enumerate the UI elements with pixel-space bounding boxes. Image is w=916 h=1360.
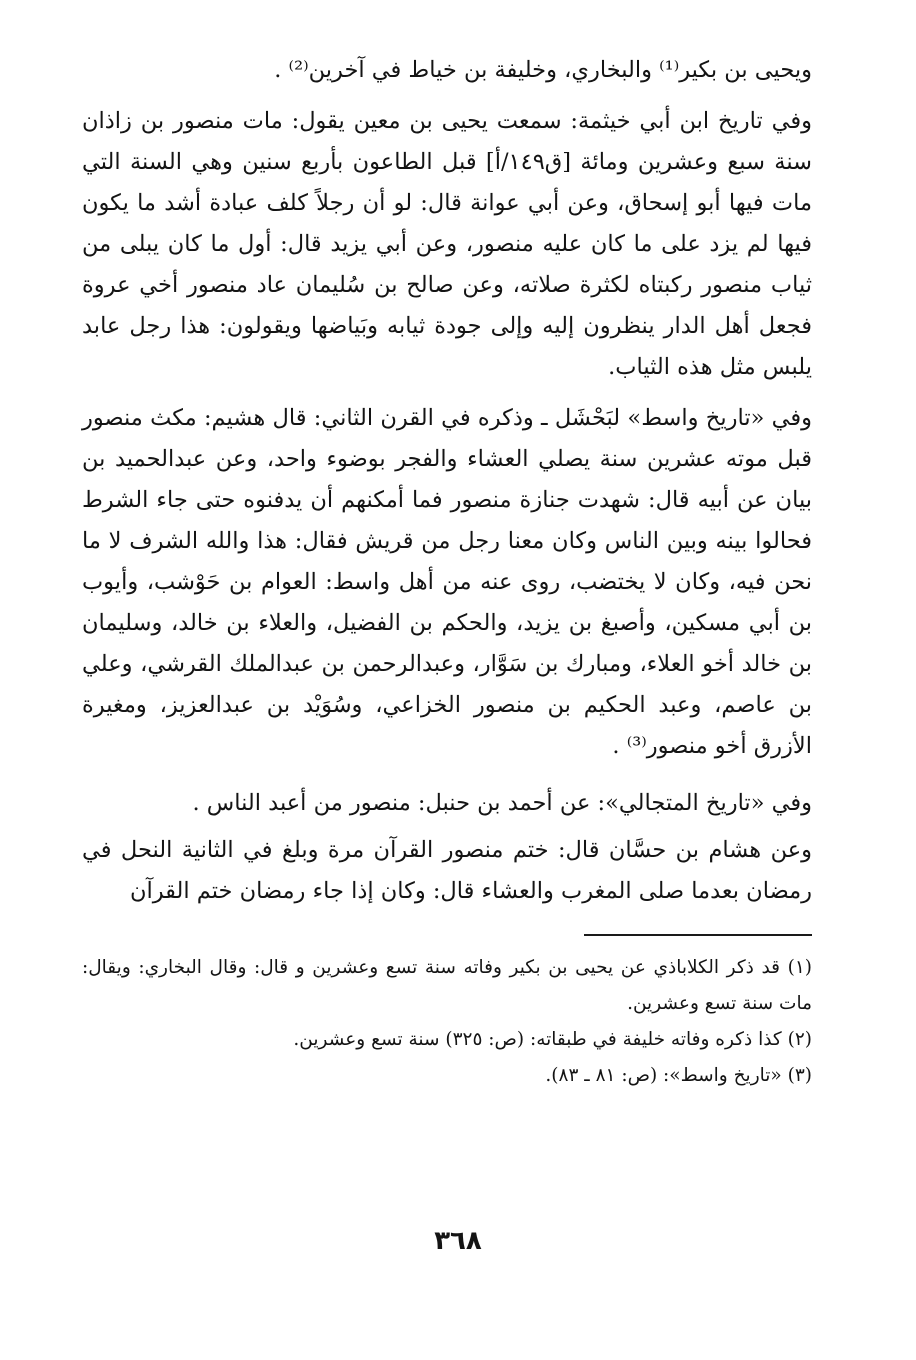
- footnotes: [82, 950, 812, 1094]
- footnote-2: (٢) كذا ذكره وفاته خليفة في طبقاته: (ص: ٣٢٥) سنة تسع وعشرين.: [293, 1029, 812, 1050]
- page-number: ٣٦٨: [434, 1226, 482, 1256]
- paragraph-1: ويحيى بن بكير⁽¹⁾ والبخاري، وخليفة بن خياط في آخرين⁽²⁾ .: [274, 57, 812, 83]
- paragraph-5: وعن هشام بن حسَّان قال: ختم منصور القرآن مرة وبلغ في الثانية النحل في رمضان بعدما صلى المغرب والعشاء قال: وكان إذا جاء رمضان ختم القرآن: [82, 837, 812, 904]
- page-body: [82, 50, 812, 1330]
- footnote-1: (١) قد ذكر الكلاباذي عن يحيى بن بكير وفاته سنة تسع وعشرين و قال: وقال البخاري: ويقال: مات سنة تسع وعشرين.: [82, 957, 812, 1014]
- paragraph-4: وفي «تاريخ المتجالي»: عن أحمد بن حنبل: منصور من أعبد الناس .: [192, 790, 812, 816]
- footnote-divider: [584, 934, 812, 936]
- footnote-3: (٣) «تاريخ واسط»: (ص: ٨١ ـ ٨٣).: [545, 1065, 812, 1086]
- paragraph-2: وفي تاريخ ابن أبي خيثمة: سمعت يحيى بن معين يقول: مات منصور بن زاذان سنة سبع وعشرين ومائة [ق١٤٩/أ] قبل الطاعون بأربع سنين وهي السنة التي مات فيها أبو إسحاق، وعن أبي عوانة قال: لو أن رجلاً كلف عبادة أشد ما يكون فيها لم يزد على ما كان عليه منصور، وعن أبي يزيد قال: أول ما كان يبلى من ثياب منصور ركبتاه لكثرة صلاته، وعن صالح بن سُليمان عاد منصور أخي عروة فجعل أهل الدار ينظرون إليه وإلى جودة ثيابه وبَياضها ويقولون: هذا رجل عابد يلبس مثل هذه الثياب.: [82, 108, 812, 380]
- paragraph-3: وفي «تاريخ واسط» لبَحْشَل ـ وذكره في القرن الثاني: قال هشيم: مكث منصور قبل موته عشرين سنة يصلي العشاء والفجر بوضوء واحد، وعن عبدالحميد بن بيان عن أبيه قال: شهدت جنازة منصور فما أمكنهم أن يدفنوه حتى جاء الشرط فحالوا بينه وبين الناس وكان معنا رجل من قريش فقال: هذا والله الشرف لا ما نحن فيه، وكان لا يختضب، روى عنه من أهل واسط: العوام بن حَوْشب، وأيوب بن أبي مسكين، وأصبغ بن يزيد، والحكم بن الفضيل، والعلاء بن خالد، وسليمان بن خالد أخو العلاء، ومبارك بن سَوَّار، وعبدالرحمن بن عبدالملك القرشي، وعلي بن عاصم، وعبد الحكيم بن منصور الخزاعي، وسُوَيْد بن عبدالعزيز، ومغيرة الأزرق أخو منصور⁽³⁾ .: [82, 405, 812, 759]
